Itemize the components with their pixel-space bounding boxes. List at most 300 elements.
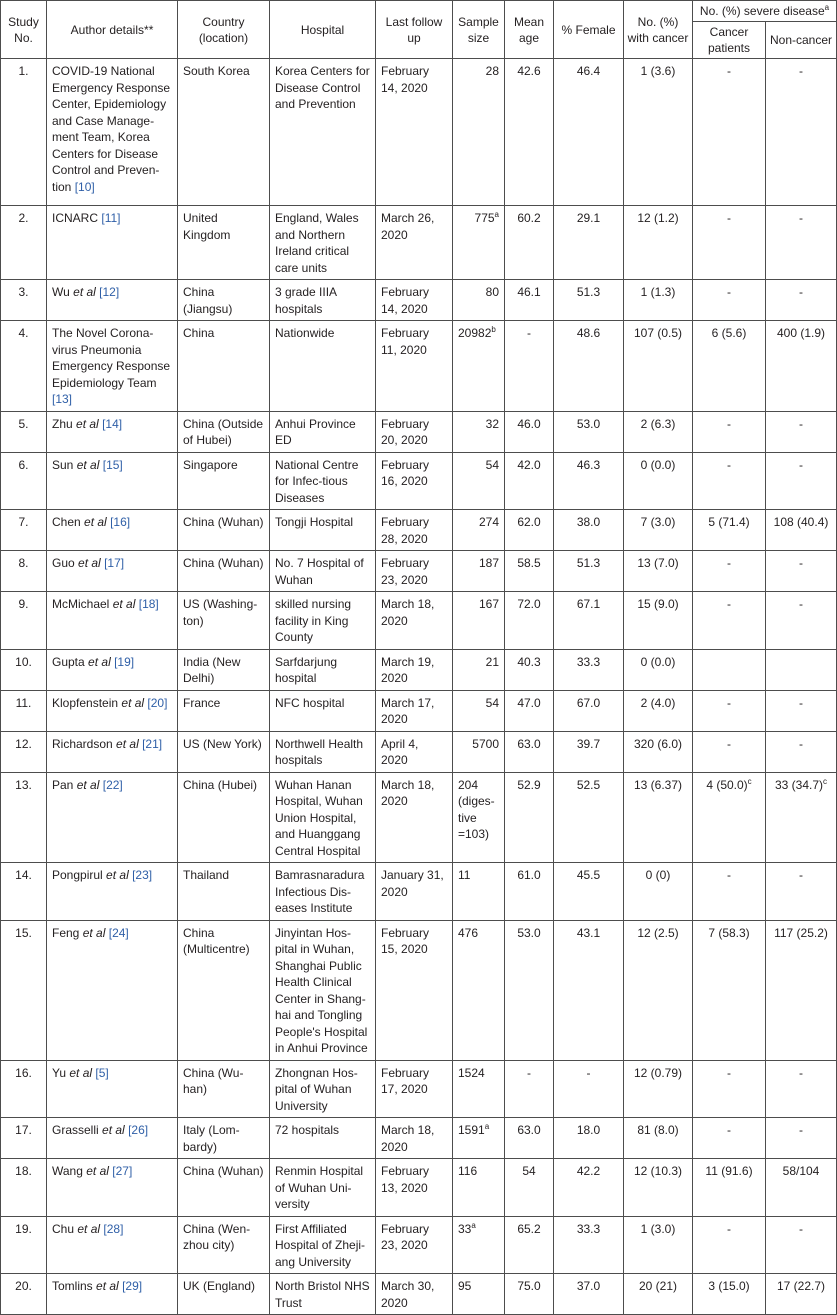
author-et-al: et al bbox=[96, 1279, 119, 1293]
author-name: Feng bbox=[52, 925, 80, 940]
follow-up-date: February 15, 2020 bbox=[381, 925, 430, 956]
cancer-count: 13 (6.37) bbox=[633, 777, 683, 792]
cancer-count: 0 (0) bbox=[645, 868, 671, 882]
cancer-count: 1 (3.0) bbox=[640, 1221, 676, 1236]
follow-up-cell bbox=[376, 206, 453, 280]
author-et-al: et al bbox=[102, 1123, 125, 1137]
non-cancer-severe-cell bbox=[766, 452, 837, 510]
mean-age: 58.5 bbox=[517, 556, 541, 570]
author-et-al: et al bbox=[84, 515, 107, 529]
author-cell bbox=[47, 772, 178, 863]
hospital-cell bbox=[270, 510, 376, 551]
female-cell bbox=[554, 321, 624, 412]
follow-up-cell bbox=[376, 510, 453, 551]
hospital-value: First Affiliated Hospital of Zheji-ang University bbox=[275, 1221, 366, 1269]
author-et-al: et al bbox=[69, 1065, 93, 1080]
sample-size: 1524 bbox=[458, 1065, 485, 1080]
table-row bbox=[1, 1060, 837, 1118]
country-value: China (Wen-zhou city) bbox=[183, 1221, 251, 1252]
female-cell bbox=[554, 863, 624, 921]
study-number: 20. bbox=[15, 1279, 32, 1293]
follow-up-date: February 14, 2020 bbox=[381, 285, 430, 316]
reference-link: [10] bbox=[74, 179, 95, 194]
sample-size-cell bbox=[453, 411, 505, 452]
country-value: UK (England) bbox=[183, 1279, 256, 1293]
cancer-cell bbox=[624, 1118, 693, 1159]
female-cell bbox=[554, 772, 624, 863]
study-number-cell bbox=[1, 1060, 47, 1118]
sample-size: 775 bbox=[474, 211, 495, 225]
non-cancer-severe: - bbox=[799, 1123, 803, 1137]
cancer-severe-cell bbox=[693, 772, 766, 863]
reference-link: [13] bbox=[52, 392, 73, 406]
study-number-cell bbox=[1, 731, 47, 772]
female-percent: 38.0 bbox=[576, 515, 601, 529]
follow-up-date: February 16, 2020 bbox=[381, 457, 430, 488]
cancer-cell bbox=[624, 452, 693, 510]
sample-size-cell bbox=[453, 551, 505, 592]
non-cancer-severe: - bbox=[799, 416, 803, 431]
non-cancer-severe: 17 (22.7) bbox=[776, 1279, 826, 1293]
non-cancer-severe: - bbox=[799, 64, 803, 78]
reference-link: [12] bbox=[99, 285, 120, 299]
cancer-cell bbox=[624, 280, 693, 321]
reference-link: [5] bbox=[95, 1065, 109, 1080]
mean-age-cell bbox=[505, 1216, 554, 1274]
study-number: 1. bbox=[18, 64, 29, 78]
cancer-count: 1 (1.3) bbox=[640, 285, 676, 299]
author-cell bbox=[47, 510, 178, 551]
female-cell bbox=[554, 411, 624, 452]
country-value: US (Washing-ton) bbox=[183, 597, 258, 628]
hospital-value: Bamrasnaradura Infectious Dis-eases Institute bbox=[275, 868, 365, 915]
hospital-value: Renmin Hospital of Wuhan Uni-versity bbox=[275, 1164, 364, 1211]
mean-age-cell bbox=[505, 592, 554, 650]
cancer-cell bbox=[624, 1216, 693, 1274]
cancer-severe-cell bbox=[693, 452, 766, 510]
cancer-severe-cell bbox=[693, 863, 766, 921]
author-cell bbox=[47, 920, 178, 1060]
female-cell bbox=[554, 1159, 624, 1217]
reference-link: [24] bbox=[108, 925, 129, 940]
author-cell bbox=[47, 649, 178, 690]
follow-up-date: February 23, 2020 bbox=[381, 1221, 430, 1252]
follow-up-date: February 14, 2020 bbox=[381, 64, 430, 95]
study-number: 9. bbox=[18, 597, 29, 611]
follow-up-cell bbox=[376, 1216, 453, 1274]
study-number-cell bbox=[1, 452, 47, 510]
non-cancer-severe: - bbox=[799, 457, 803, 472]
mean-age: 72.0 bbox=[517, 597, 541, 611]
cancer-severe-cell bbox=[693, 59, 766, 206]
follow-up-cell bbox=[376, 452, 453, 510]
female-percent: 48.6 bbox=[576, 326, 601, 340]
sample-size: 204 (diges-tive =103) bbox=[458, 777, 495, 841]
follow-up-date: March 19, 2020 bbox=[381, 654, 435, 685]
author-et-al: et al bbox=[116, 736, 139, 751]
hospital-value: National Centre for Infec-tious Diseases bbox=[275, 457, 359, 505]
non-cancer-severe-cell bbox=[766, 551, 837, 592]
hospital-value: NFC hospital bbox=[275, 695, 345, 710]
study-number: 19. bbox=[15, 1221, 32, 1236]
cancer-severe-cell bbox=[693, 206, 766, 280]
female-percent: 18.0 bbox=[576, 1123, 601, 1137]
mean-age-cell bbox=[505, 321, 554, 412]
study-number: 13. bbox=[15, 777, 32, 792]
country-cell bbox=[178, 551, 270, 592]
cancer-count: 0 (0.0) bbox=[640, 457, 676, 472]
country-value: India (New Delhi) bbox=[183, 654, 241, 685]
table-row bbox=[1, 280, 837, 321]
non-cancer-severe: 400 (1.9) bbox=[776, 326, 826, 340]
non-cancer-severe-cell bbox=[766, 731, 837, 772]
study-number-cell bbox=[1, 59, 47, 206]
cancer-severe: 6 (5.6) bbox=[711, 326, 747, 340]
non-cancer-severe-cell bbox=[766, 920, 837, 1060]
follow-up-date: January 31, 2020 bbox=[381, 868, 444, 899]
study-number-cell bbox=[1, 649, 47, 690]
cancer-cell bbox=[624, 772, 693, 863]
country-cell bbox=[178, 731, 270, 772]
cancer-severe: 3 (15.0) bbox=[708, 1279, 750, 1293]
follow-up-date: February 13, 2020 bbox=[381, 1164, 430, 1195]
mean-age: 53.0 bbox=[517, 925, 541, 940]
reference-link: [11] bbox=[101, 211, 121, 225]
header-sample-size: Sample size bbox=[453, 1, 505, 59]
hospital-cell bbox=[270, 772, 376, 863]
cancer-count: 12 (2.5) bbox=[637, 925, 679, 940]
country-cell bbox=[178, 280, 270, 321]
author-name: Richardson bbox=[52, 736, 113, 751]
cancer-severe-cell bbox=[693, 1118, 766, 1159]
hospital-cell bbox=[270, 649, 376, 690]
study-number-cell bbox=[1, 920, 47, 1060]
author-name: Gupta bbox=[52, 654, 85, 669]
follow-up-cell bbox=[376, 731, 453, 772]
cancer-severe-cell bbox=[693, 321, 766, 412]
follow-up-cell bbox=[376, 280, 453, 321]
non-cancer-severe-cell bbox=[766, 1274, 837, 1315]
female-cell bbox=[554, 690, 624, 731]
cancer-cell bbox=[624, 1060, 693, 1118]
author-name: Yu bbox=[52, 1065, 67, 1080]
cancer-count: 13 (7.0) bbox=[637, 556, 679, 570]
female-cell bbox=[554, 920, 624, 1060]
sample-size-cell bbox=[453, 1118, 505, 1159]
study-number: 2. bbox=[18, 211, 29, 225]
cancer-severe: - bbox=[727, 1065, 731, 1080]
sample-size-cell bbox=[453, 731, 505, 772]
cancer-severe: - bbox=[727, 695, 731, 710]
author-et-al: et al bbox=[82, 925, 106, 940]
mean-age-cell bbox=[505, 649, 554, 690]
non-cancer-severe-cell bbox=[766, 59, 837, 206]
hospital-cell bbox=[270, 551, 376, 592]
author-et-al: et al bbox=[76, 457, 100, 472]
author-cell bbox=[47, 731, 178, 772]
mean-age-cell bbox=[505, 206, 554, 280]
cancer-cell bbox=[624, 1274, 693, 1315]
cancer-severe: - bbox=[727, 285, 731, 299]
author-name: Wu bbox=[52, 285, 70, 299]
mean-age-cell bbox=[505, 690, 554, 731]
female-percent: 51.3 bbox=[576, 556, 601, 570]
reference-link: [28] bbox=[103, 1221, 124, 1236]
study-number: 5. bbox=[18, 416, 29, 431]
cancer-severe-cell bbox=[693, 920, 766, 1060]
cancer-severe-cell bbox=[693, 551, 766, 592]
country-cell bbox=[178, 510, 270, 551]
non-cancer-severe-cell bbox=[766, 1118, 837, 1159]
cancer-severe-cell bbox=[693, 649, 766, 690]
author-name: Pan bbox=[52, 777, 74, 792]
reference-link: [14] bbox=[102, 416, 123, 431]
study-number-cell bbox=[1, 280, 47, 321]
non-cancer-severe-cell bbox=[766, 690, 837, 731]
mean-age: 47.0 bbox=[517, 695, 541, 710]
hospital-cell bbox=[270, 1274, 376, 1315]
country-value: Thailand bbox=[183, 868, 230, 882]
author-et-al: et al bbox=[88, 654, 111, 669]
table-row bbox=[1, 1159, 837, 1217]
cancer-cell bbox=[624, 59, 693, 206]
cancer-count: 7 (3.0) bbox=[640, 515, 676, 529]
study-number-cell bbox=[1, 510, 47, 551]
table-row bbox=[1, 592, 837, 650]
header-cancer-patients: Cancer patients bbox=[693, 22, 766, 59]
cancer-severe: - bbox=[727, 211, 731, 225]
non-cancer-severe: 117 (25.2) bbox=[774, 925, 828, 940]
country-cell bbox=[178, 1274, 270, 1315]
mean-age: 75.0 bbox=[517, 1279, 541, 1293]
study-number: 18. bbox=[15, 1164, 32, 1178]
study-number: 7. bbox=[18, 515, 29, 529]
female-cell bbox=[554, 592, 624, 650]
female-percent: 39.7 bbox=[576, 736, 601, 751]
follow-up-date: February 11, 2020 bbox=[381, 326, 430, 357]
table-row bbox=[1, 510, 837, 551]
hospital-cell bbox=[270, 411, 376, 452]
author-et-al: et al bbox=[78, 556, 101, 570]
study-number-cell bbox=[1, 592, 47, 650]
study-number: 11. bbox=[15, 695, 32, 710]
non-cancer-severe-cell bbox=[766, 1159, 837, 1217]
female-cell bbox=[554, 649, 624, 690]
author-name: Chu bbox=[52, 1221, 75, 1236]
study-number: 14. bbox=[15, 868, 32, 882]
table-row bbox=[1, 920, 837, 1060]
hospital-value: No. 7 Hospital of Wuhan bbox=[275, 556, 364, 587]
author-cell bbox=[47, 59, 178, 206]
header-author: Author details** bbox=[47, 1, 178, 59]
country-value: Italy (Lom-bardy) bbox=[183, 1123, 240, 1154]
cancer-severe-footnote: c bbox=[747, 776, 752, 786]
country-cell bbox=[178, 452, 270, 510]
author-name: Sun bbox=[52, 457, 74, 472]
cancer-count: 81 (8.0) bbox=[637, 1123, 679, 1137]
female-percent: - bbox=[586, 1065, 591, 1080]
hospital-cell bbox=[270, 1060, 376, 1118]
female-percent: 33.3 bbox=[576, 654, 601, 669]
cancer-severe-cell bbox=[693, 1159, 766, 1217]
mean-age-cell bbox=[505, 1274, 554, 1315]
reference-link: [17] bbox=[104, 556, 125, 570]
cancer-count: 320 (6.0) bbox=[633, 736, 683, 751]
header-female: % Female bbox=[554, 1, 624, 59]
study-number-cell bbox=[1, 1159, 47, 1217]
sample-size-cell bbox=[453, 1216, 505, 1274]
sample-footnote: a bbox=[494, 210, 499, 219]
sample-size-cell bbox=[453, 321, 505, 412]
cancer-cell bbox=[624, 690, 693, 731]
cancer-severe: - bbox=[727, 868, 731, 882]
cancer-severe: - bbox=[727, 64, 731, 78]
non-cancer-severe: - bbox=[799, 597, 803, 611]
female-percent: 45.5 bbox=[576, 868, 601, 882]
sample-size-cell bbox=[453, 206, 505, 280]
country-value: China (Hubei) bbox=[183, 777, 258, 792]
cancer-severe: - bbox=[727, 556, 731, 570]
sample-size: 21 bbox=[485, 654, 499, 669]
header-country: Country (location) bbox=[178, 1, 270, 59]
hospital-value: England, Wales and Northern Ireland critical care units bbox=[275, 211, 359, 275]
follow-up-date: February 20, 2020 bbox=[381, 416, 430, 447]
author-name: The Novel Corona-virus Pneumonia Emergency Response Epidemiology Team bbox=[52, 326, 171, 390]
hospital-cell bbox=[270, 592, 376, 650]
female-cell bbox=[554, 1216, 624, 1274]
mean-age-cell bbox=[505, 551, 554, 592]
cancer-severe: - bbox=[727, 416, 731, 431]
sample-size: 5700 bbox=[472, 736, 499, 751]
hospital-value: Korea Centers for Disease Control and Prevention bbox=[275, 64, 370, 111]
follow-up-date: March 26, 2020 bbox=[381, 211, 435, 242]
non-cancer-severe: - bbox=[799, 695, 803, 710]
non-cancer-severe-cell bbox=[766, 510, 837, 551]
non-cancer-severe-footnote: c bbox=[823, 776, 828, 786]
mean-age: 62.0 bbox=[517, 515, 541, 529]
author-et-al: et al bbox=[76, 777, 100, 792]
cancer-count: 12 (10.3) bbox=[633, 1164, 683, 1178]
cancer-severe: 4 (50.0) bbox=[706, 777, 748, 792]
female-cell bbox=[554, 1274, 624, 1315]
study-number-cell bbox=[1, 551, 47, 592]
sample-size: 11 bbox=[458, 868, 471, 882]
cancer-cell bbox=[624, 206, 693, 280]
cancer-severe: 5 (71.4) bbox=[708, 515, 750, 529]
female-percent: 42.2 bbox=[576, 1164, 601, 1178]
mean-age-cell bbox=[505, 1060, 554, 1118]
country-cell bbox=[178, 411, 270, 452]
cancer-count: 20 (21) bbox=[638, 1279, 678, 1293]
non-cancer-severe: 33 (34.7) bbox=[774, 777, 824, 792]
country-value: China bbox=[183, 326, 215, 340]
cancer-count: 2 (4.0) bbox=[640, 695, 676, 710]
country-cell bbox=[178, 206, 270, 280]
follow-up-date: April 4, 2020 bbox=[381, 736, 419, 767]
sample-size: 54 bbox=[485, 457, 499, 472]
follow-up-date: March 30, 2020 bbox=[381, 1279, 435, 1310]
female-percent: 43.1 bbox=[576, 925, 601, 940]
study-number: 10. bbox=[15, 654, 32, 669]
study-number-cell bbox=[1, 411, 47, 452]
follow-up-cell bbox=[376, 411, 453, 452]
header-with-cancer: No. (%) with cancer bbox=[624, 1, 693, 59]
hospital-cell bbox=[270, 1118, 376, 1159]
author-et-al: et al bbox=[86, 1164, 109, 1178]
sample-size: 274 bbox=[478, 515, 499, 529]
author-cell bbox=[47, 411, 178, 452]
cancer-severe: - bbox=[727, 597, 731, 611]
mean-age: 52.9 bbox=[517, 777, 541, 792]
cancer-severe: 7 (58.3) bbox=[708, 925, 750, 940]
sample-size-cell bbox=[453, 1060, 505, 1118]
follow-up-cell bbox=[376, 649, 453, 690]
hospital-value: Jinyintan Hos-pital in Wuhan, Shanghai Public Health Clinical Center in Shang-hai and Tongling People's Hospital in Anhui Province bbox=[275, 925, 368, 1055]
female-cell bbox=[554, 731, 624, 772]
sample-size-cell bbox=[453, 1159, 505, 1217]
country-cell bbox=[178, 321, 270, 412]
follow-up-cell bbox=[376, 1274, 453, 1315]
female-cell bbox=[554, 280, 624, 321]
follow-up-date: March 18, 2020 bbox=[381, 777, 435, 808]
follow-up-cell bbox=[376, 690, 453, 731]
table-row bbox=[1, 772, 837, 863]
author-cell bbox=[47, 206, 178, 280]
hospital-value: Sarfdarjung hospital bbox=[275, 654, 338, 685]
mean-age: 60.2 bbox=[517, 211, 541, 225]
follow-up-date: February 28, 2020 bbox=[381, 515, 430, 546]
country-value: China (Jiangsu) bbox=[183, 285, 233, 316]
study-number-cell bbox=[1, 863, 47, 921]
cancer-severe: 11 (91.6) bbox=[705, 1164, 753, 1178]
female-percent: 67.0 bbox=[576, 695, 601, 710]
study-number-cell bbox=[1, 1274, 47, 1315]
hospital-value: Anhui Province ED bbox=[275, 416, 356, 447]
hospital-cell bbox=[270, 1216, 376, 1274]
header-severe-label: No. (%) severe disease bbox=[699, 4, 825, 18]
author-et-al: et al bbox=[76, 416, 99, 431]
study-number-cell bbox=[1, 772, 47, 863]
sample-size: 476 bbox=[458, 925, 479, 940]
country-cell bbox=[178, 1216, 270, 1274]
sample-size: 32 bbox=[485, 416, 499, 431]
follow-up-cell bbox=[376, 551, 453, 592]
sample-size-cell bbox=[453, 1274, 505, 1315]
non-cancer-severe-cell bbox=[766, 321, 837, 412]
cancer-cell bbox=[624, 1159, 693, 1217]
cancer-severe: - bbox=[727, 1221, 731, 1236]
study-number: 8. bbox=[18, 556, 29, 570]
non-cancer-severe-cell bbox=[766, 411, 837, 452]
cancer-count: 107 (0.5) bbox=[633, 326, 683, 340]
sample-size: 28 bbox=[485, 64, 499, 78]
country-value: South Korea bbox=[183, 64, 250, 78]
header-severe-disease bbox=[693, 1, 837, 22]
cancer-severe-cell bbox=[693, 690, 766, 731]
non-cancer-severe: - bbox=[799, 556, 803, 570]
author-name: Guo bbox=[52, 556, 75, 570]
cancer-severe-cell bbox=[693, 1060, 766, 1118]
non-cancer-severe: - bbox=[799, 868, 803, 882]
author-cell bbox=[47, 1118, 178, 1159]
hospital-value: 3 grade IIIA hospitals bbox=[275, 285, 337, 316]
author-cell bbox=[47, 551, 178, 592]
sample-size-cell bbox=[453, 59, 505, 206]
follow-up-date: February 17, 2020 bbox=[381, 1065, 430, 1096]
study-number-cell bbox=[1, 206, 47, 280]
cancer-cell bbox=[624, 551, 693, 592]
table-row bbox=[1, 731, 837, 772]
